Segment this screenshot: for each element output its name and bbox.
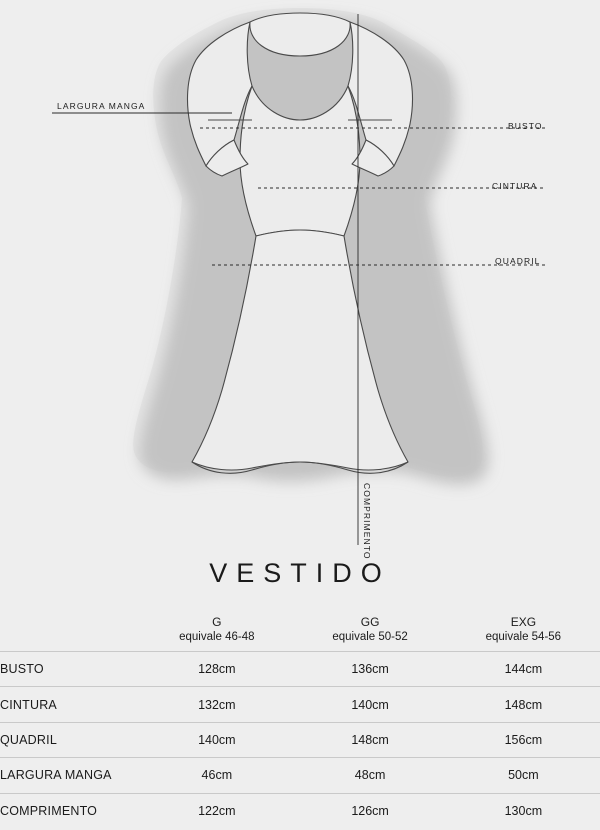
cell-cintura-g: 132cm [140, 687, 293, 722]
label-cintura: CINTURA [492, 181, 538, 191]
size-chart-table [0, 608, 600, 828]
table-row [0, 758, 600, 793]
cell-largura-manga-exg: 50cm [447, 758, 600, 793]
cell-quadril-exg: 156cm [447, 722, 600, 757]
label-comprimento: COMPRIMENTO [362, 483, 372, 560]
header-size-exg [447, 608, 600, 652]
header-size-g-name: G [212, 614, 222, 629]
header-size-gg-equivalence: equivale 50-52 [332, 630, 408, 643]
header-size-exg-equivalence: equivale 54-56 [485, 630, 562, 643]
cell-largura-manga-gg: 48cm [293, 758, 446, 793]
cell-comprimento-g: 122cm [140, 793, 293, 828]
row-label-busto: BUSTO [0, 652, 140, 687]
label-quadril: QUADRIL [495, 256, 541, 266]
cell-busto-gg: 136cm [293, 652, 446, 687]
header-size-g [140, 608, 293, 652]
cell-busto-exg: 144cm [447, 652, 600, 687]
header-size-gg [293, 608, 446, 652]
cell-comprimento-exg: 130cm [447, 793, 600, 828]
cell-largura-manga-g: 46cm [140, 758, 293, 793]
cell-quadril-gg: 148cm [293, 722, 446, 757]
label-largura-manga: LARGURA MANGA [57, 101, 146, 111]
label-busto: BUSTO [508, 121, 543, 131]
cell-quadril-g: 140cm [140, 722, 293, 757]
cell-comprimento-gg: 126cm [293, 793, 446, 828]
table-row [0, 652, 600, 687]
header-blank-cell [0, 608, 140, 652]
header-size-exg-name: EXG [510, 614, 537, 629]
header-size-gg-name: GG [360, 614, 380, 629]
cell-cintura-gg: 140cm [293, 687, 446, 722]
table-row [0, 793, 600, 828]
table-row [0, 722, 600, 757]
row-label-cintura: CINTURA [0, 687, 140, 722]
table-row [0, 687, 600, 722]
row-label-quadril: QUADRIL [0, 722, 140, 757]
row-label-comprimento: COMPRIMENTO [0, 793, 140, 828]
cell-cintura-exg: 148cm [447, 687, 600, 722]
table-header-row [0, 608, 600, 652]
cell-busto-g: 128cm [140, 652, 293, 687]
page-title: VESTIDO [209, 558, 391, 588]
row-label-largura-manga: LARGURA MANGA [0, 758, 140, 793]
header-size-g-equivalence: equivale 46-48 [179, 630, 255, 643]
